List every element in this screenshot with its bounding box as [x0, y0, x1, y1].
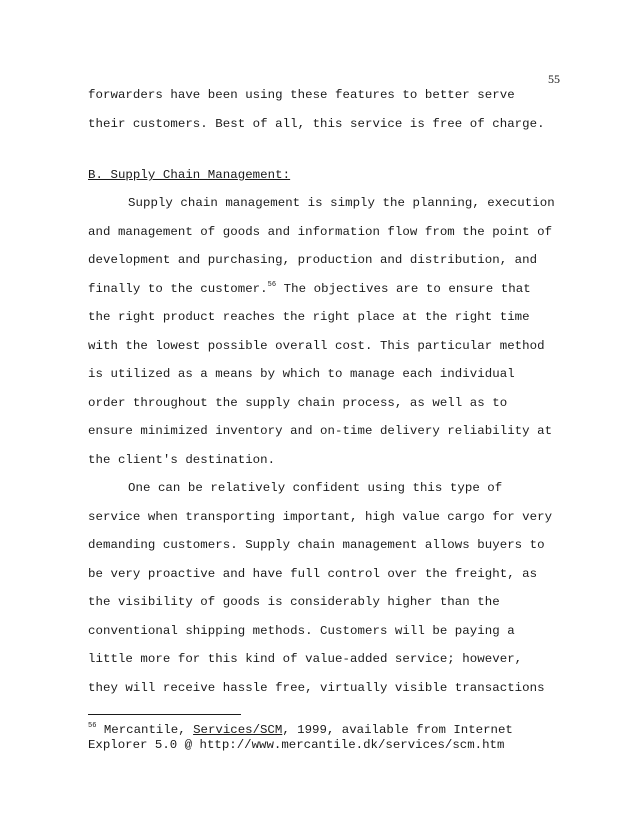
- body-line: [88, 282, 531, 296]
- section-heading: B. Supply Chain Management:: [88, 168, 291, 182]
- body-line: is utilized as a means by which to manage each individual: [88, 367, 515, 381]
- body-line: service when transporting important, high value cargo for very: [88, 510, 553, 524]
- body-line: demanding customers. Supply chain management allows buyers to: [88, 538, 545, 552]
- footnote-divider: [88, 714, 241, 715]
- body-line: conventional shipping methods. Customers will be paying a: [88, 624, 515, 638]
- body-line: little more for this kind of value-added service; however,: [88, 652, 523, 666]
- body-line: forwarders have been using these features to better serve: [88, 88, 515, 102]
- body-line: and management of goods and information flow from the point of: [88, 225, 553, 239]
- body-line: they will receive hassle free, virtually visible transactions: [88, 681, 545, 695]
- footnote-source-title: Services/SCM: [193, 723, 283, 737]
- footnote-number: 56: [88, 722, 97, 730]
- page-number: 55: [548, 72, 560, 86]
- footnote-text: , 1999, available from Internet: [282, 723, 513, 737]
- body-line: their customers. Best of all, this service is free of charge.: [88, 117, 545, 131]
- body-line: One can be relatively confident using this type of: [128, 481, 503, 495]
- body-line: the right product reaches the right place at the right time: [88, 310, 530, 324]
- body-line: development and purchasing, production and distribution, and: [88, 253, 538, 267]
- body-line: the visibility of goods is considerably higher than the: [88, 595, 500, 609]
- body-text: finally to the customer.: [88, 282, 268, 296]
- body-line: order throughout the supply chain process, as well as to: [88, 396, 508, 410]
- body-line: ensure minimized inventory and on-time delivery reliability at: [88, 424, 553, 438]
- body-line: Supply chain management is simply the planning, execution: [128, 196, 555, 210]
- body-line: be very proactive and have full control over the freight, as: [88, 567, 538, 581]
- footnote-url-line: Explorer 5.0 @ http://www.mercantile.dk/services/scm.htm: [88, 738, 505, 752]
- body-line: with the lowest possible overall cost. This particular method: [88, 339, 545, 353]
- body-text: The objectives are to ensure that: [276, 282, 531, 296]
- footnote-text: Mercantile,: [96, 723, 194, 737]
- footnote-reference: 56: [267, 281, 277, 289]
- body-line: the client's destination.: [88, 453, 276, 467]
- footnote: [88, 723, 513, 737]
